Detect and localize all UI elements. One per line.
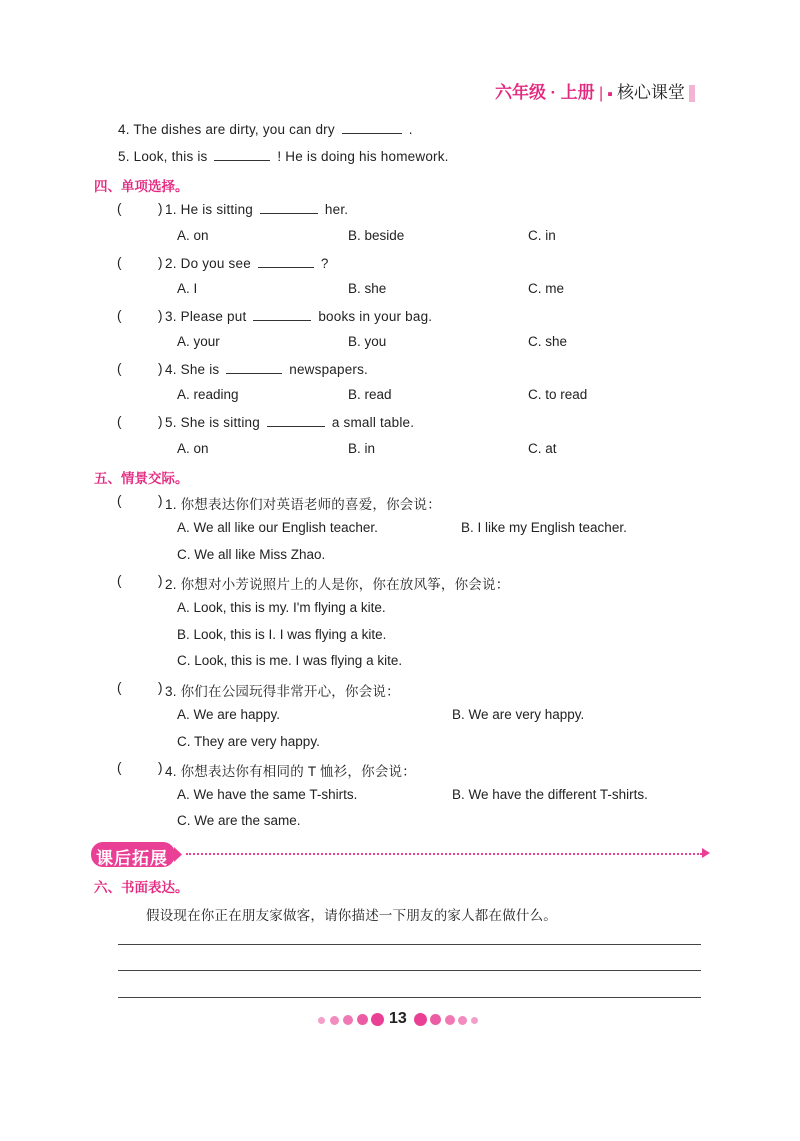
answer-blank[interactable] <box>267 414 325 427</box>
option-b: B. you <box>348 334 387 349</box>
option-b: B. read <box>348 387 392 402</box>
question-text: 4. 你想表达你有相同的 T 恤衫，你会说： <box>165 764 416 779</box>
question-text-after: books in your bag. <box>318 309 433 324</box>
answer-paren-open: ( <box>117 680 122 695</box>
fill-item-text-after: . <box>408 122 413 137</box>
answer-paren-close: ) <box>158 680 163 695</box>
option-a: A. on <box>177 441 209 456</box>
answer-blank[interactable] <box>214 148 270 161</box>
answer-paren-close: ) <box>158 255 163 270</box>
header-small-block: ■ <box>607 89 613 99</box>
question-number: 2. <box>165 256 177 271</box>
option-b: B. in <box>348 441 376 456</box>
question-text: 3. 你们在公园玩得非常开心，你会说： <box>165 684 400 699</box>
footer-dot-icon <box>445 1015 455 1025</box>
question-number: 5. <box>165 415 177 430</box>
option-a: A. Look, this is my. I'm flying a kite. <box>177 600 386 615</box>
section-title: 六、书面表达。 <box>94 880 189 895</box>
header-course: 核心课堂 <box>616 83 685 102</box>
question-text-after: her. <box>324 202 349 217</box>
footer-dot-icon <box>430 1014 441 1025</box>
answer-blank[interactable] <box>253 308 311 321</box>
answer-blank[interactable] <box>258 255 314 268</box>
fill-item-text-after: ! He is doing his homework. <box>277 149 449 164</box>
question-text: He is sitting <box>180 202 253 217</box>
answer-paren-open: ( <box>117 414 122 429</box>
option-b: B. beside <box>348 228 405 243</box>
section-title: 五、情景交际。 <box>94 471 189 486</box>
footer-dot-icon <box>318 1017 325 1024</box>
option-a: A. I <box>177 281 198 296</box>
option-c: C. Look, this is me. I was flying a kite. <box>177 653 403 668</box>
mc-question-stem <box>165 414 414 430</box>
question-text-after: ? <box>320 256 329 271</box>
option-a: A. your <box>177 334 220 349</box>
question-number: 3. <box>165 309 177 324</box>
answer-paren-open: ( <box>117 255 122 270</box>
option-c: C. me <box>528 281 565 296</box>
header-pink-block-icon <box>689 85 695 102</box>
question-text-after: newspapers. <box>289 362 369 377</box>
section-banner <box>90 841 182 867</box>
answer-paren-open: ( <box>117 308 122 323</box>
option-a: A. We are happy. <box>177 707 281 722</box>
question-text: Please put <box>180 309 247 324</box>
answer-paren-close: ) <box>158 573 163 588</box>
footer-dot-icon <box>458 1016 467 1025</box>
question-number: 1. <box>165 202 177 217</box>
writing-line[interactable] <box>118 970 701 971</box>
option-b: B. We have the different T-shirts. <box>452 787 648 802</box>
banner-arrow-icon <box>702 848 710 858</box>
question-text: She is sitting <box>180 415 260 430</box>
mc-question-stem <box>165 361 368 377</box>
question-text: 2. 你想对小芳说照片上的人是你，你在放风筝，你会说： <box>165 577 510 592</box>
answer-paren-close: ) <box>158 414 163 429</box>
option-a: A. We all like our English teacher. <box>177 520 378 535</box>
header-volume: 上册 <box>560 83 595 102</box>
mc-question-stem <box>165 255 329 271</box>
header-separator: | <box>599 85 604 102</box>
question-number: 4. <box>165 362 177 377</box>
fill-item-text: 4. The dishes are dirty, you can dry <box>118 122 335 137</box>
option-c: C. she <box>528 334 568 349</box>
answer-paren-open: ( <box>117 493 122 508</box>
writing-prompt: 假设现在你正在朋友家做客，请你描述一下朋友的家人都在做什么。 <box>146 908 557 923</box>
option-b: B. We are very happy. <box>452 707 585 722</box>
header-grade: 六年级 <box>495 83 546 102</box>
answer-paren-close: ) <box>158 760 163 775</box>
footer-dot-icon <box>414 1013 427 1026</box>
option-c: C. We all like Miss Zhao. <box>177 547 326 562</box>
option-c: C. to read <box>528 387 588 402</box>
answer-paren-open: ( <box>117 201 122 216</box>
header-dot: · <box>550 83 557 102</box>
question-text: 1. 你想表达你们对英语老师的喜爱，你会说： <box>165 497 441 512</box>
footer-dot-icon <box>471 1017 478 1024</box>
answer-paren-open: ( <box>117 573 122 588</box>
option-a: A. We have the same T-shirts. <box>177 787 358 802</box>
mc-question-stem <box>165 308 432 324</box>
writing-line[interactable] <box>118 944 701 945</box>
option-c: C. at <box>528 441 557 456</box>
footer-dot-icon <box>343 1015 353 1025</box>
option-b: B. she <box>348 281 387 296</box>
page-number: 13 <box>389 1010 407 1027</box>
answer-paren-open: ( <box>117 361 122 376</box>
question-text: She is <box>180 362 220 377</box>
section-title: 四、单项选择。 <box>94 179 189 194</box>
answer-paren-open: ( <box>117 760 122 775</box>
option-c: C. We are the same. <box>177 813 301 828</box>
option-a: A. on <box>177 228 209 243</box>
answer-paren-close: ) <box>158 308 163 323</box>
writing-line[interactable] <box>118 997 701 998</box>
banner-dotted-line <box>186 853 702 855</box>
question-text: Do you see <box>180 256 251 271</box>
answer-blank[interactable] <box>260 201 318 214</box>
answer-paren-close: ) <box>158 361 163 376</box>
answer-paren-close: ) <box>158 201 163 216</box>
fill-item <box>118 121 413 137</box>
answer-blank[interactable] <box>342 121 402 134</box>
option-a: A. reading <box>177 387 239 402</box>
answer-paren-close: ) <box>158 493 163 508</box>
footer-dot-icon <box>371 1013 384 1026</box>
answer-blank[interactable] <box>226 361 282 374</box>
banner-label: 课后拓展 <box>96 849 168 868</box>
fill-item <box>118 148 449 164</box>
option-c: C. They are very happy. <box>177 734 320 749</box>
option-c: C. in <box>528 228 556 243</box>
page-header <box>495 78 695 103</box>
footer-dot-icon <box>330 1016 339 1025</box>
option-b: B. I like my English teacher. <box>461 520 627 535</box>
mc-question-stem <box>165 201 348 217</box>
question-text-after: a small table. <box>331 415 415 430</box>
option-b: B. Look, this is I. I was flying a kite. <box>177 627 387 642</box>
fill-item-text: 5. Look, this is <box>118 149 208 164</box>
footer-dot-icon <box>357 1014 368 1025</box>
